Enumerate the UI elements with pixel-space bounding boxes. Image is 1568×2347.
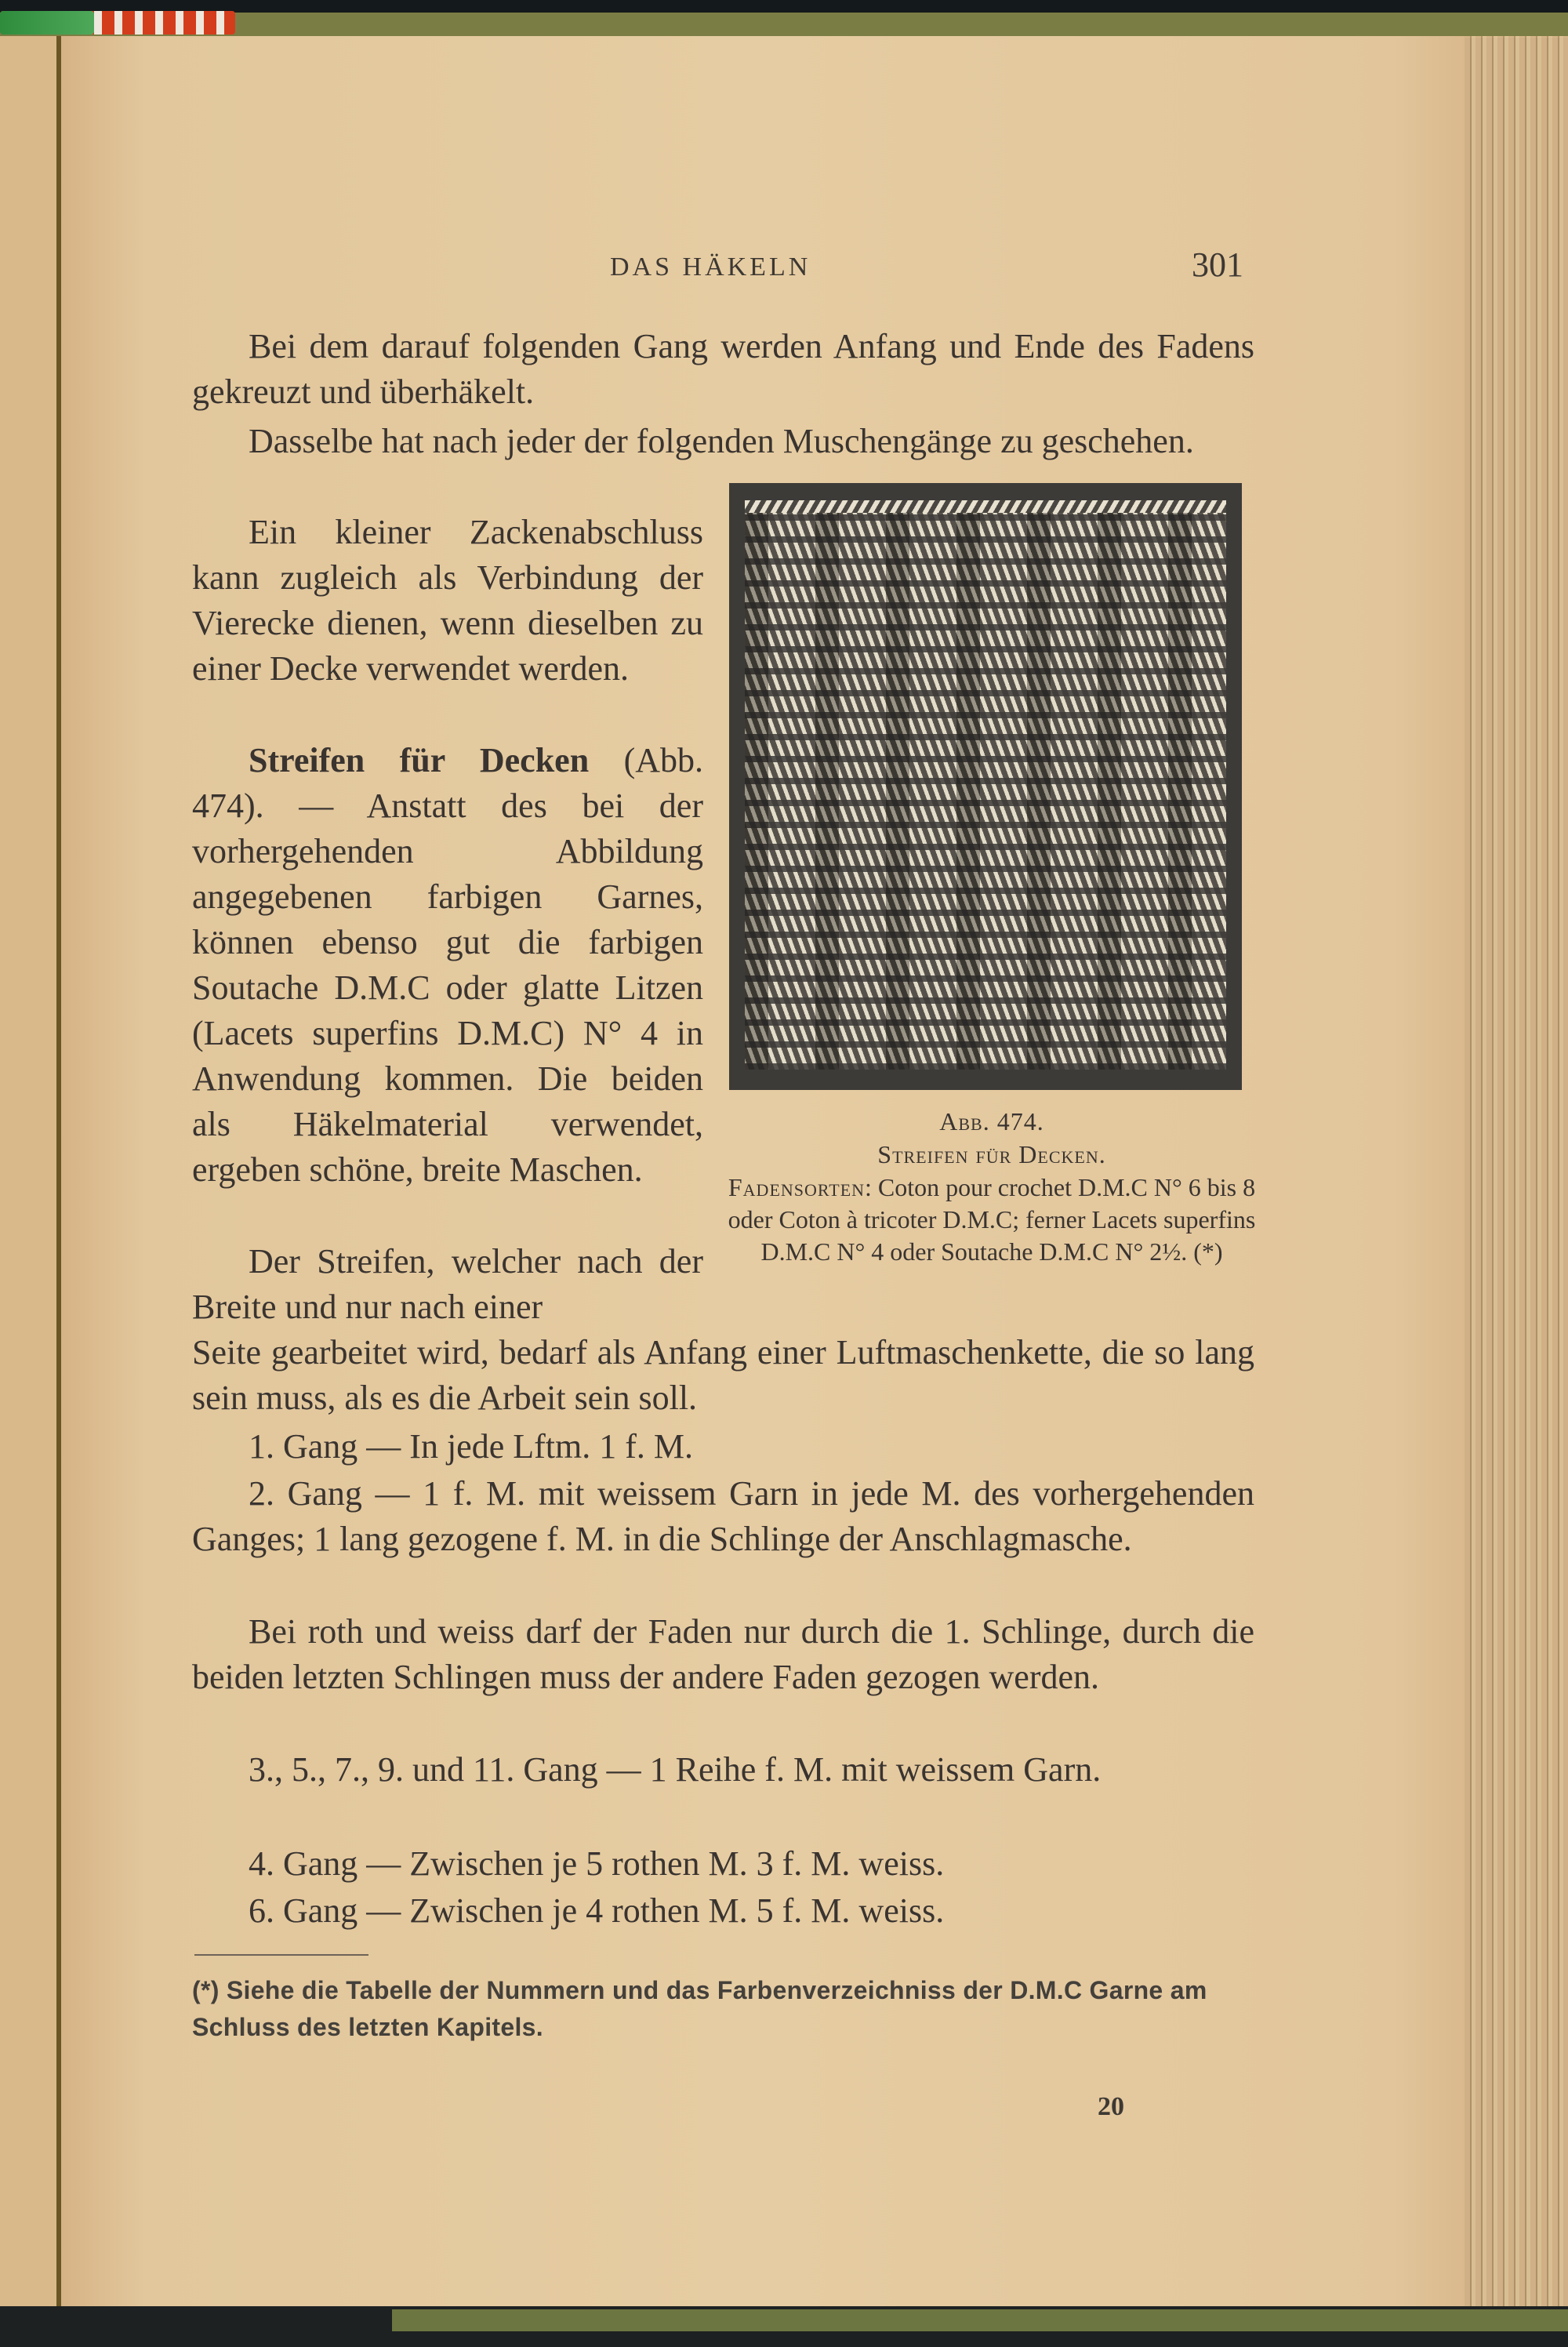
page-number: 301 — [1192, 245, 1243, 284]
binding-top-band — [0, 0, 1568, 38]
figure-materials — [710, 1172, 1274, 1268]
paragraph-4 — [192, 738, 703, 1193]
paragraph-2: Dasselbe hat nach jeder der folgenden Muschengänge zu geschehen. — [249, 422, 1194, 460]
paragraph-colour-note: Bei roth und weiss darf der Faden nur durch die 1. Schlinge, durch die beiden letzten Schlingen muss der andere Faden gezogen werden. — [192, 1612, 1254, 1696]
bookmark-ribbon-green — [0, 11, 94, 35]
binding-bottom-green — [392, 2309, 1568, 2331]
paragraph-4-body: (Abb. 474). — Anstatt des bei der vorhergehenden Abbildung angegebenen farbigen Garnes, können ebenso gut die farbigen Soutache D.M.C oder glatte Litzen (Lacets superfins D.M.C) N° 4 in Anwendung kommen. Die beiden als Häkelmaterial verwendet, ergeben schöne, breite Maschen. — [192, 741, 703, 1189]
running-head: DAS HÄKELN — [610, 253, 811, 282]
footnote: (*) Siehe die Tabelle der Nummern und das Farbenverzeichniss der D.M.C Garne am Schluss des letzten Kapitels. — [192, 1976, 1207, 2041]
paragraph-5-wide: Seite gearbeitet wird, bedarf als Anfang einer Luftmaschenkette, die so lang sein muss, als es die Arbeit sein soll. — [192, 1333, 1254, 1417]
figure-label: Abb. 474. — [939, 1107, 1044, 1135]
crochet-stitch-pattern — [745, 500, 1226, 1070]
instruction-row-4: 4. Gang — Zwischen je 5 rothen M. 3 f. M. weiss. — [249, 1844, 945, 1883]
paragraph-1: Bei dem darauf folgenden Gang werden Anfang und Ende des Fadens gekreuzt und überhäkelt. — [192, 327, 1254, 411]
page-stack-edges — [1465, 36, 1568, 2306]
section-title: Streifen für Decken — [249, 741, 590, 779]
footnote-divider — [194, 1954, 368, 1956]
instruction-row-6: 6. Gang — Zwischen je 4 rothen M. 5 f. M. weiss. — [249, 1891, 945, 1930]
figure-title: Streifen für Decken. — [877, 1140, 1106, 1168]
instruction-row-3: 3., 5., 7., 9. und 11. Gang — 1 Reihe f. M. mit weissem Garn. — [249, 1750, 1102, 1789]
paragraph-5-narrow: Der Streifen, welcher nach der Breite und nur nach einer — [192, 1242, 703, 1326]
materials-text: : Coton pour crochet D.M.C N° 6 bis 8 oder Coton à tricoter D.M.C; ferner Lacets superfins D.M.C N° 4 oder Soutache D.M.C N° 2½. (*) — [728, 1173, 1256, 1266]
paragraph-3: Ein kleiner Zackenabschluss kann zugleich als Verbindung der Vierecke dienen, wenn dieselben zu einer Decke verwendet werden. — [192, 513, 703, 688]
instruction-row-1: 1. Gang — In jede Lftm. 1 f. M. — [249, 1427, 693, 1466]
crochet-figure — [729, 483, 1242, 1090]
signature-mark: 20 — [1098, 2092, 1124, 2121]
previous-page-edge — [0, 36, 61, 2306]
materials-label: Fadensorten — [728, 1173, 866, 1201]
instruction-row-2: 2. Gang — 1 f. M. mit weissem Garn in jede M. des vorhergehenden Ganges; 1 lang gezogene f. M. in die Schlinge der Anschlagmasche. — [192, 1474, 1254, 1558]
